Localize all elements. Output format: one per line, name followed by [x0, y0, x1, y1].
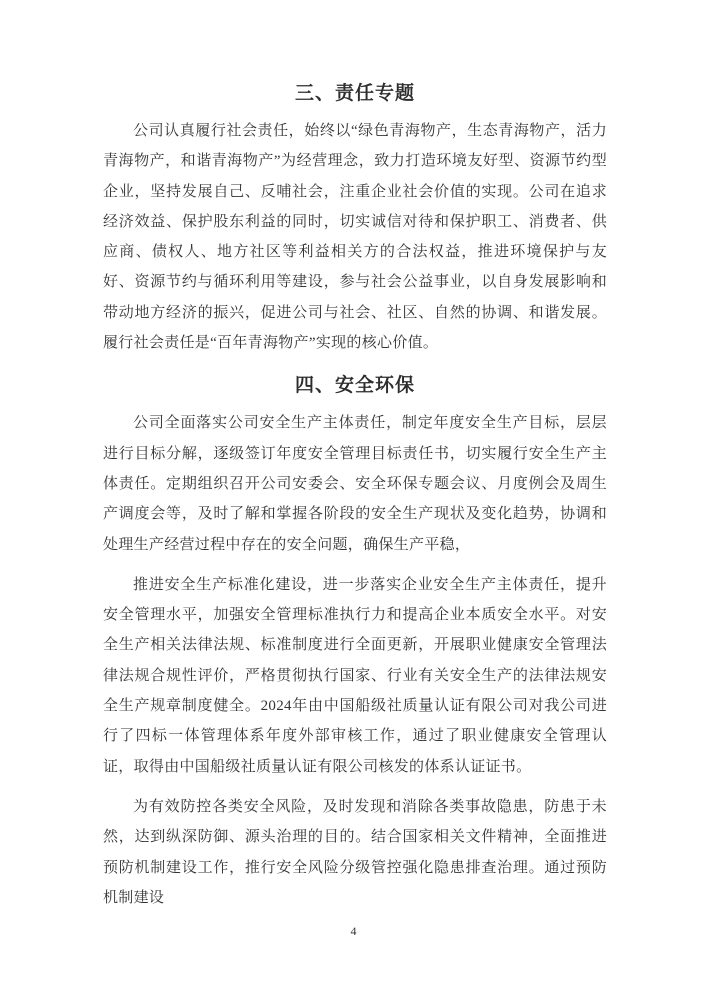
- paragraph-responsibility-1: 公司认真履行社会责任，始终以“绿色青海物产，生态青海物产，活力青海物产，和谐青海物产”为经营理念，致力打造环境友好型、资源节约型企业，坚持发展自己、反哺社会，注重企业社会价值的实现。公司在追求经济效益、保护股东利益的同时，切实诚信对待和保护职工、消费者、供应商、债权人、地方社区等利益相关方的合法权益，推进环境保护与友好、资源节约与循环利用等建设，参与社会公益事业，以自身发展影响和带动地方经济的振兴，促进公司与社会、社区、自然的协调、和谐发展。履行社会责任是“百年青海物产”实现的核心价值。: [103, 123, 607, 352]
- paragraph-safety-1: 公司全面落实公司安全生产主体责任，制定年度安全生产目标，层层进行目标分解，逐级签订年度安全管理目标责任书，切实履行安全生产主体责任。定期组织召开公司安委会、安全环保专题会议、月度例会及周生产调度会等，及时了解和掌握各阶段的安全生产现状及变化趋势，协调和处理生产经营过程中存在的安全问题，确保生产平稳，: [103, 415, 607, 553]
- paragraph-safety-3: 为有效防控各类安全风险，及时发现和消除各类事故隐患，防患于未然，达到纵深防御、源头治理的目的。结合国家相关文件精神，全面推进预防机制建设工作，推行安全风险分级管控强化隐患排查治理。通过预防机制建设: [103, 798, 607, 906]
- document-content: [103, 82, 607, 923]
- paragraph-safety-2: 推进安全生产标准化建设，进一步落实企业安全生产主体责任，提升安全管理水平，加强安全管理标准执行力和提高企业本质安全水平。对安全生产相关法律法规、标准制度进行全面更新，开展职业健康安全管理法律法规合规性评价，严格贯彻执行国家、行业有关安全生产的法律法规安全生产规章制度健全。2024年由中国船级社质量认证有限公司对我公司进行了四标一体管理体系年度外部审核工作，通过了职业健康安全管理认证，取得由中国船级社质量认证有限公司核发的体系认证证书。: [103, 576, 607, 775]
- section-heading-responsibility: 三、责任专题: [294, 83, 415, 104]
- section-heading-safety-environment: 四、安全环保: [294, 375, 415, 397]
- page-number: 4: [350, 924, 357, 938]
